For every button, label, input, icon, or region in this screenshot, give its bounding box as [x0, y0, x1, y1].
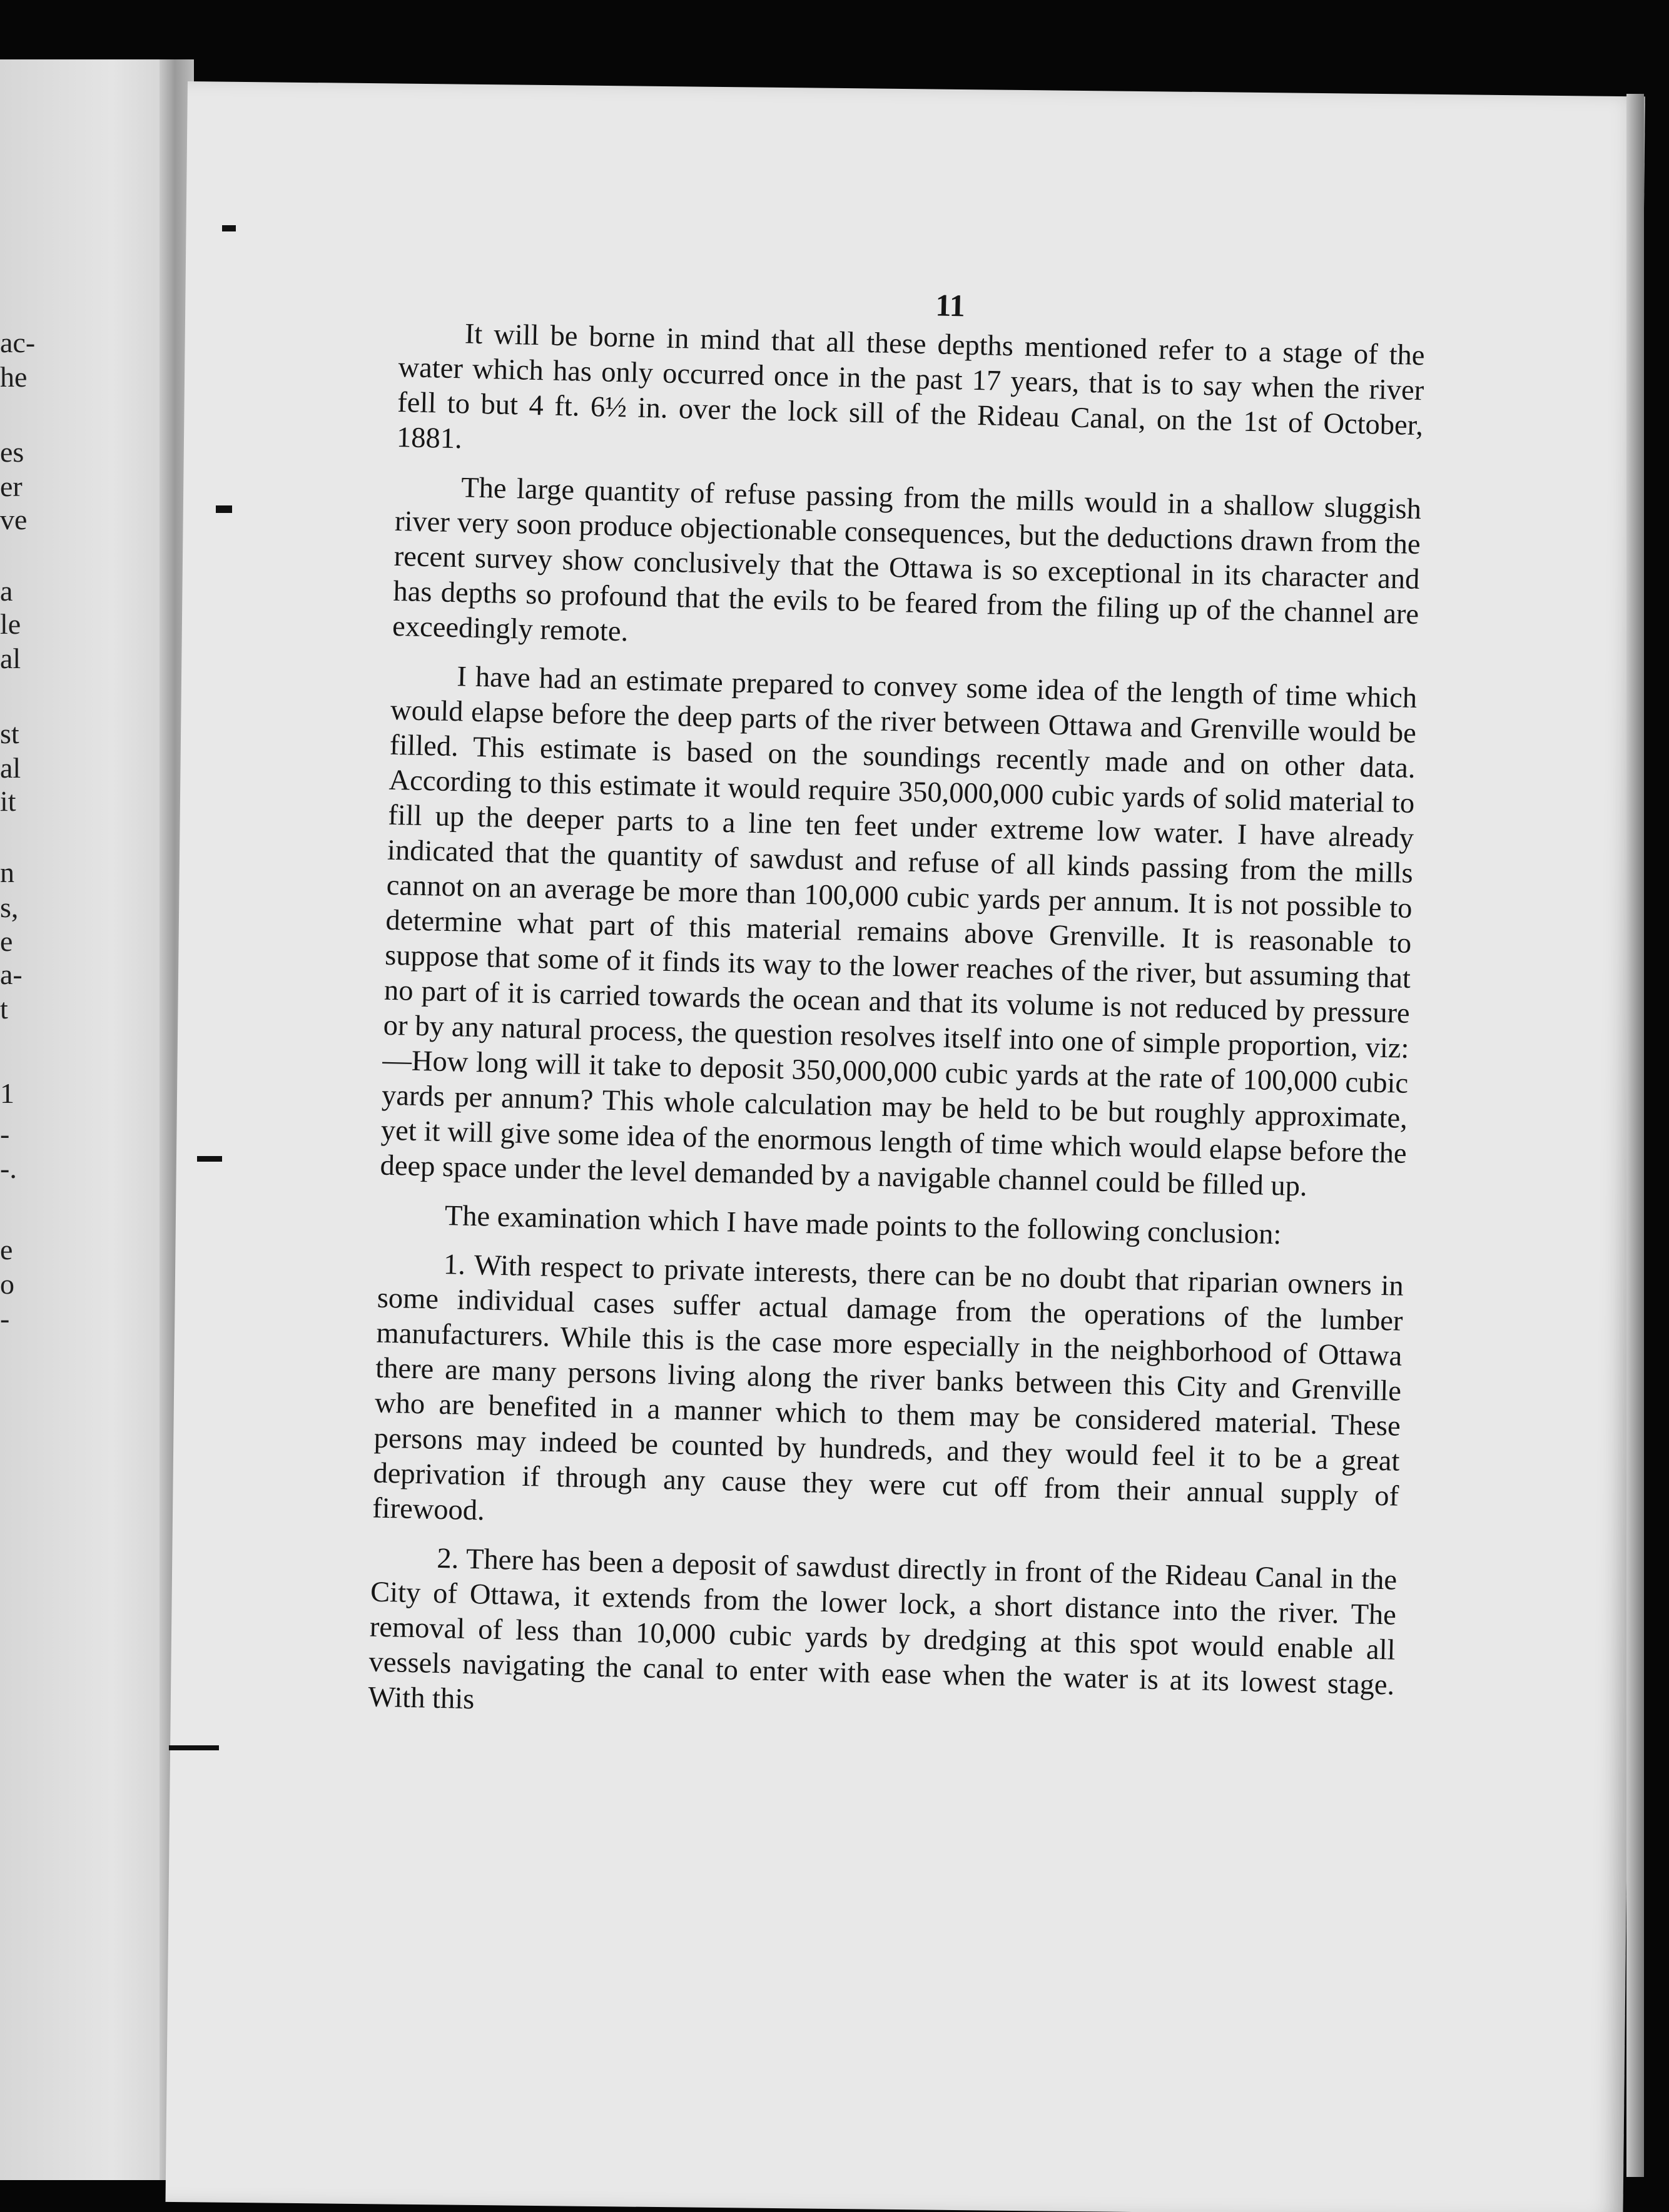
left-fragment: -.	[0, 1152, 17, 1184]
paragraph: 2. There has been a deposit of sawdust directly in front of the Rideau Canal in the City of Ottawa, it extends from the lower lock, a short distance into the river. The removal of less than 10,000 cubic yards by dredging at this spot would enable all vessels navigating the canal to enter with ease when the water is at its lowest stage. With this	[367, 1542, 1398, 1716]
scan-mark	[197, 1156, 222, 1162]
scan-mark	[216, 505, 232, 513]
paragraph: 1. With respect to private interests, there can be no doubt that riparian owners in some individual cases suffer actual damage from the operations of the lumber manufacturers. While this is the case more especially in the neighborhood of Ottawa there are many persons living along the river banks between this City and Grenville who are benefited in a manner which to them may be considered material. These persons may indeed be counted by hundreds, and they would feel it to be a great deprivation if through any cause they were cut off from their annual supply of firewood.	[372, 1248, 1404, 1527]
left-fragment: le	[0, 608, 21, 640]
left-fragment: o	[0, 1268, 14, 1300]
page-number: 11	[935, 287, 966, 323]
left-fragment: al	[0, 752, 21, 784]
right-page-edge	[1626, 94, 1644, 2177]
left-fragment: 1	[0, 1077, 14, 1109]
paragraph: I have had an estimate prepared to convey some idea of the length of time which would elapse before the deep parts of the river between Ottawa and Grenville would be filled. This estimate is based on the soundings recently made and on other data. According to this estimate it would require 350,000,000 cubic yards of solid material to fill up the deeper parts to a line ten feet under extreme low water. I have already indicated that the quantity of sawdust and refuse of all kinds passing from the mills cannot on an average be more than 100,000 cubic yards per annum. It is not possible to determine what part of this material remains above Grenville. It is reasonable to suppose that some of it finds its way to the lower reaches of the river, but assuming that no part of it is carried towards the ocean and that its volume is not reduced by pressure or by any natural process, the question resolves itself into one of simple proportion, viz:—How long will it take to deposit 350,000,000 cubic yards at the rate of 100,000 cubic yards per annum? This whole calculation may be held to be but roughly approximate, yet it will give some idea of the enormous length of time which would elapse before the deep space under the level demanded by a navigable channel could be filled up.	[380, 661, 1418, 1203]
left-page-text-fragments	[0, 0, 160, 2189]
left-fragment: he	[0, 361, 28, 393]
scan-mark	[222, 225, 236, 231]
left-fragment: st	[0, 718, 19, 749]
left-fragment: a	[0, 575, 13, 607]
left-fragment: al	[0, 642, 21, 674]
left-fragment: es	[0, 436, 24, 468]
paragraph: It will be borne in mind that all these depths mentioned refer to a stage of the water which has only occurred once in the past 17 years, that is to say when the river fell to but 4 ft. 6½ in. over the lock sill of the Rideau Canal, on the 1st of October, 1881.	[396, 318, 1426, 455]
page-text	[367, 275, 1426, 1752]
paragraph: The large quantity of refuse passing from the mills would in a shallow sluggish river very soon produce objectionable consequences, but the deductions drawn from the recent survey show conclusively that the Ottawa is so exceptional in its character and has depths so profound that the evils to be feared from the filing up of the channel are exceedingly remote.	[392, 472, 1422, 648]
left-fragment: a-	[0, 958, 23, 990]
left-fragment: -	[0, 1118, 10, 1150]
left-fragment: s,	[0, 891, 19, 923]
left-fragment: e	[0, 925, 13, 957]
left-fragment: n	[0, 856, 14, 888]
left-fragment: -	[0, 1302, 10, 1334]
left-fragment: ve	[0, 504, 28, 535]
paragraph: The examination which I have made points to the following conclusion:	[444, 1200, 1282, 1251]
left-fragment: ac-	[0, 327, 36, 358]
scan-mark	[169, 1745, 219, 1750]
left-fragment: er	[0, 470, 23, 502]
left-fragment: e	[0, 1234, 13, 1266]
left-fragment: t	[0, 993, 8, 1025]
left-fragment: it	[0, 785, 16, 817]
